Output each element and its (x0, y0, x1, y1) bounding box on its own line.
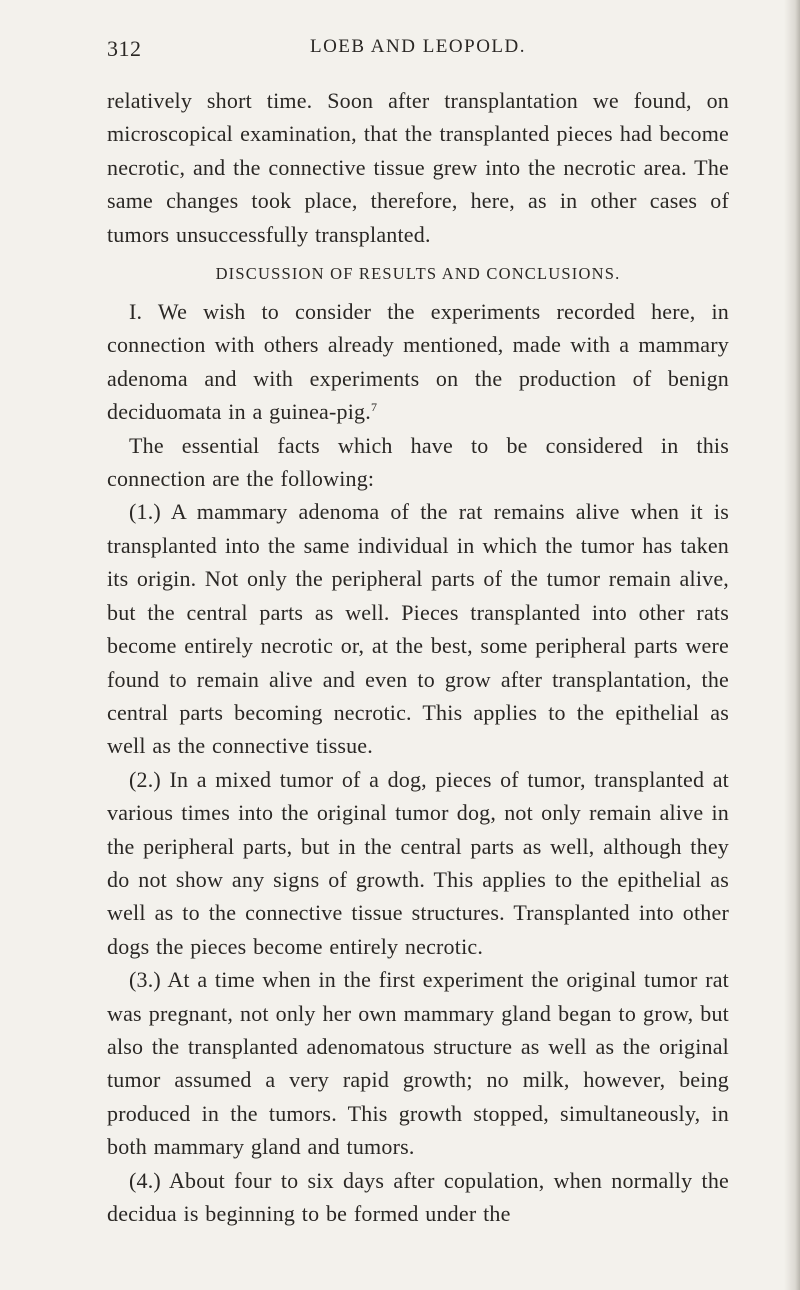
paragraph-fact-3: (3.) At a time when in the first experiment the original tumor rat was pregnant, not only her own mammary gland began to grow, but also the transplanted adenomatous structure as well as the original tumor assumed a very rapid growth; no milk, however, being produced in the tumors. This growth stopped, simultaneously, in both mammary gland and tumors. (107, 967, 729, 1160)
paragraph-essential-facts: The essential facts which have to be considered in this connection are the following: (107, 432, 729, 492)
paragraph-fact-2: (2.) In a mixed tumor of a dog, pieces of tumor, transplanted at various times into the original tumor dog, not only remain alive in the peripheral parts, but in the central parts as well, although they do not show any signs of growth. This applies to the epithelial as well as to the connective tissue structures. Transplanted into other dogs the pieces become entirely necrotic. (107, 766, 729, 959)
page-number: 312 (107, 36, 142, 61)
page-header (107, 36, 729, 76)
page-edge-shadow (784, 0, 800, 1290)
paragraph-fact-1: (1.) A mammary adenoma of the rat remains alive when it is transplanted into the same individual in which the tumor has taken its origin. Not only the peripheral parts of the tumor remain alive, but the central parts as well. Pieces transplanted into other rats become entirely necrotic or, at the best, some peripheral parts were found to remain alive and even to grow after transplantation, the central parts becoming necrotic. This applies to the epithelial as well as the connective tissue. (107, 499, 729, 759)
paragraph-continued: relatively short time. Soon after transplantation we found, on microscopical examination, that the transplanted pieces had become necrotic, and the connective tissue grew into the necrotic area. The same changes took place, therefore, here, as in other cases of tumors unsuccessfully transplanted. (107, 88, 729, 247)
paragraph-conclusion-1 (107, 295, 729, 429)
page-body (107, 84, 729, 1230)
paragraph-fact-4: (4.) About four to six days after copulation, when normally the decidua is beginning to be formed under the (107, 1167, 729, 1226)
footnote-marker: 7 (370, 400, 378, 415)
running-head: LOEB AND LEOPOLD. (309, 36, 527, 57)
paragraph-text: I. We wish to consider the experiments recorded here, in connection with others already mentioned, made with a mammary adenoma and with experiments on the production of benign deciduomata in a guinea-pig. (107, 299, 729, 425)
section-heading: DISCUSSION OF RESULTS AND CONCLUSIONS. (215, 264, 621, 284)
